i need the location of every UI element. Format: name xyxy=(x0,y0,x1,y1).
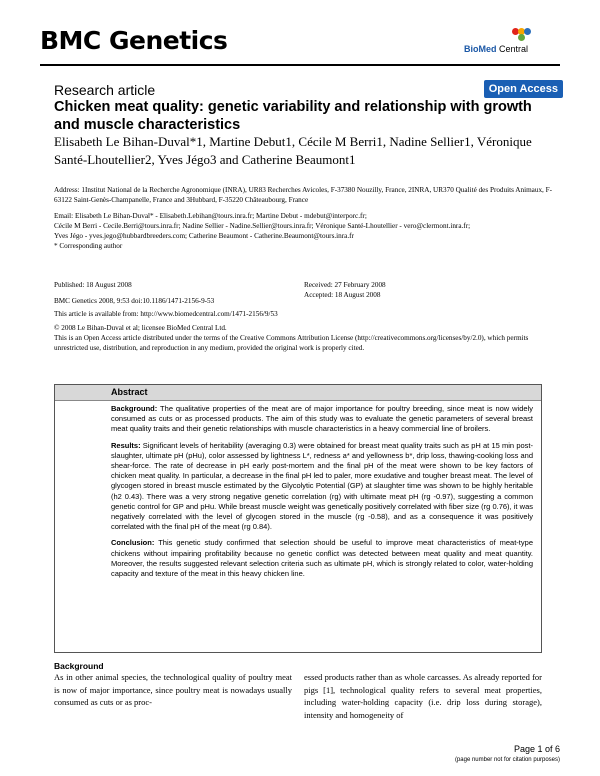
license-text[interactable]: This is an Open Access article distributed under the terms of the Creative Commons Attribution License (http://creativecommons.org/licenses/by/2.0), which permits unrestricted use, distribution, and reproduction in any medium, provided the original work is properly cited. xyxy=(54,334,529,352)
background-text-left: As in other animal species, the technological quality of poultry meat is now of major importance, since poultry meat is nowadays usually consumed as cuts or as proc- xyxy=(54,672,292,707)
abstract-heading: Abstract xyxy=(55,385,541,401)
journal-title: BMC Genetics xyxy=(40,26,228,55)
citation: BMC Genetics 2008, 9:53 doi:10.1186/1471-2156-9-53 xyxy=(54,297,215,305)
logo-circles-icon xyxy=(512,28,532,42)
abstract-background: Background: The qualitative properties of the meat are of major importance for poultry breeding, since meat is now widely consumed as cuts or as processed products. The aim of this study was to evaluate the genetic parameters of several breast meat quality traits and their genetic relationships with muscle characteristics in a heavy commercial line of broilers. xyxy=(111,404,533,434)
accepted-date: Accepted: 18 August 2008 xyxy=(304,291,381,299)
published-date: Published: 18 August 2008 xyxy=(54,281,132,289)
publication-dates-right xyxy=(304,280,544,300)
header-rule xyxy=(40,64,560,66)
article-type: Research article xyxy=(54,82,156,98)
email-line[interactable]: Email: Elisabeth Le Bihan-Duval* - Elisabeth.Lebihan@tours.inra.fr; Martine Debut - mdebut@interporc.fr; xyxy=(54,212,367,220)
page-note: (page number not for citation purposes) xyxy=(454,757,560,763)
article-url[interactable]: This article is available from: http://www.biomedcentral.com/1471-2156/9/53 xyxy=(54,310,278,318)
abstract-results: Results: Significant levels of heritability (averaging 0.3) were obtained for breast meat quality traits such as pH at 15 min post-slaughter, ultimate pH (pHu), color assessed by lightness L*, redness a* and yellowness b*, drip loss, thawing-cooking loss and shear-force. The rate of decrease in pH early post-mortem and the final pH of the meat were shown to be key factors of chicken meat quality. In particular, a decrease in the final pH led to paler, more exudative and tougher breast meat. The level of glycogen stored in breast muscle estimated by the Glycolytic Potential (GP) at slaughter time was shown to be highly heritable (h2 0.43). There was a very strong negative genetic correlation (rg) with ultimate meat pH (rg -0.97), suggesting a common genetic control for GP and pHu. While breast muscle weight was genetically positively correlated with fiber size (rg 0.76), it was negatively correlated with the level of glycogen stored in the muscle (rg -0.58), and as a consequence it was positively correlated with the final pH of the meat (rg 0.84). xyxy=(111,440,533,532)
email-line[interactable]: Yves Jégo - yves.jego@hubbardbreeders.com; Catherine Beaumont - Catherine.Beaumont@tours.inra.fr xyxy=(54,232,354,240)
open-access-badge[interactable]: Open Access xyxy=(484,80,563,98)
authors: Elisabeth Le Bihan-Duval*1, Martine Debut1, Cécile M Berri1, Nadine Sellier1, Véronique Santé-Lhoutellier2, Yves Jégo3 and Catherine Beaumont1 xyxy=(54,134,532,167)
publication-dates-left xyxy=(54,280,304,306)
abstract-box xyxy=(54,384,542,653)
page-number: Page 1 of 6 xyxy=(513,744,560,754)
background-heading: Background xyxy=(54,661,104,671)
email-line[interactable]: Cécile M Berri - Cecile.Berri@tours.inra.fr; Nadine Sellier - Nadine.Sellier@tours.inra.fr; Véronique Santé-Lhoutellier - vero@clermont.inra.fr; xyxy=(54,222,471,230)
abstract-body xyxy=(111,404,533,585)
publisher-logo[interactable] xyxy=(454,28,564,56)
received-date: Received: 27 February 2008 xyxy=(304,281,386,289)
copyright-line: © 2008 Le Bihan-Duval et al; licensee BioMed Central Ltd. xyxy=(54,324,227,332)
article-title: Chicken meat quality: genetic variability and relationship with growth and muscle characteristics xyxy=(54,99,532,133)
corresponding-author: * Corresponding author xyxy=(54,242,123,250)
abstract-conclusion: Conclusion: This genetic study confirmed that selection should be useful to improve meat characteristics of meat-type chickens without impairing profitability because no genetic conflict was detected between meat quality and meat quantity. Moreover, the results suggested relevant selection criteria such as ultimate pH, which is strongly related to color, water-holding capacity and texture of the meat in this heavy chicken line. xyxy=(111,538,533,579)
publisher-name: BioMed Central xyxy=(464,44,529,54)
email-block xyxy=(54,211,554,251)
background-text-right: essed products rather than as whole carcasses. As already reported for pigs [1], technological quality refers to several meat properties, including water-holding capacity (i.e. drip loss during storage), intensity and homogeneity of xyxy=(304,672,542,720)
copyright xyxy=(54,323,554,353)
address: Address: 1Institut National de la Recherche Agronomique (INRA), UR83 Recherches Avicoles, F-37380 Nouzilly, France, 2INRA, UR370 Qualité des Produits Animaux, F-63122 Saint-Genès-Champanelle, France and 3Hubbard, F-35220 Châteaubourg, France xyxy=(54,186,553,204)
